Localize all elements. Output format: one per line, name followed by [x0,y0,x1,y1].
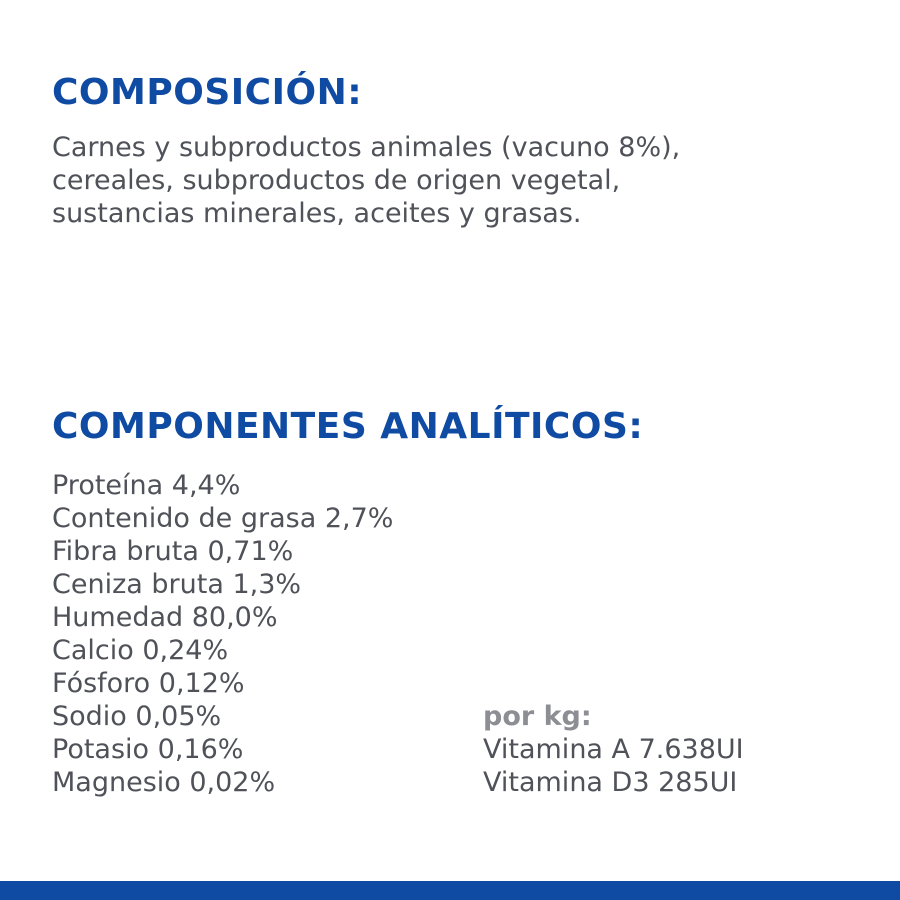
vitamin-item: Vitamina D3 285UI [483,767,738,798]
analytic-components-heading: COMPONENTES ANALÍTICOS: [52,406,644,447]
composition-line: Carnes y subproductos animales (vacuno 8%), [52,132,681,163]
list-item: Fósforo 0,12% [52,668,245,699]
list-item: Calcio 0,24% [52,635,229,666]
list-item: Fibra bruta 0,71% [52,536,294,567]
composition-paragraph [52,131,872,230]
vitamin-item: Vitamina A 7.638UI [483,734,744,765]
list-item: Proteína 4,4% [52,470,241,501]
composition-line: sustancias minerales, aceites y grasas. [52,198,582,229]
list-item: Contenido de grasa 2,7% [52,503,394,534]
composition-line: cereales, subproductos de origen vegetal, [52,165,621,196]
composition-heading: COMPOSICIÓN: [52,72,363,113]
list-item: Potasio 0,16% [52,734,244,765]
per-kg-label: por kg: [483,701,592,732]
list-item: Sodio 0,05% [52,701,222,732]
list-item: Ceniza bruta 1,3% [52,569,302,600]
list-item: Magnesio 0,02% [52,767,276,798]
analytic-components-list [52,469,393,799]
list-item: Humedad 80,0% [52,602,278,633]
per-kg-section [483,700,744,799]
bottom-accent-bar [0,881,900,900]
